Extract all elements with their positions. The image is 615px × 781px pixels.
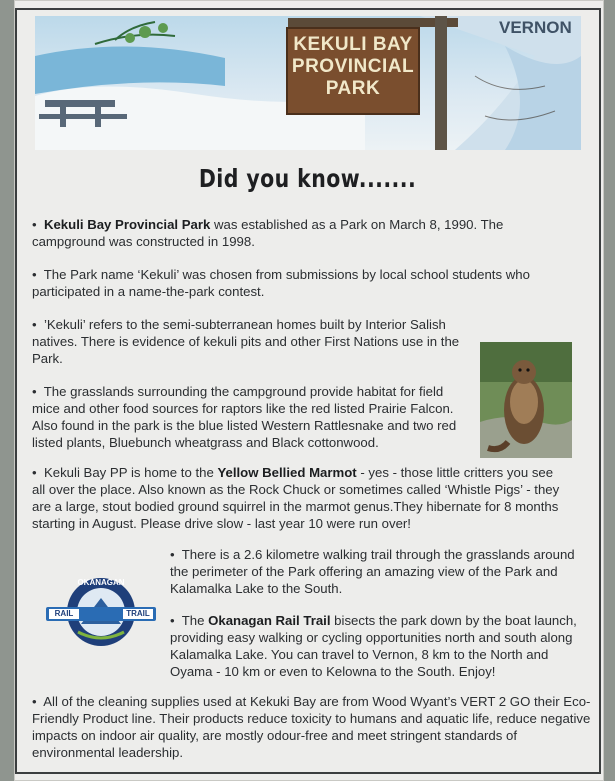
paragraph-lead: Kekuli Bay PP is home to the xyxy=(43,465,218,480)
bullet: • xyxy=(170,613,175,628)
logo-trail-label: TRAIL xyxy=(126,609,150,618)
marmot-image xyxy=(480,342,572,458)
sign-line-2: PROVINCIAL xyxy=(291,56,415,77)
fact-paragraph-2 xyxy=(32,266,562,300)
bullet: • xyxy=(32,267,37,282)
bullet: • xyxy=(170,547,175,562)
bullet: • xyxy=(32,317,37,332)
paragraph-text: bisects the park down by the boat launch, providing easy walking or cycling opportunities north and south along Kalamalka Lake. You can travel to Vernon, 8 km to the North and Oyama - 10 km or even to Kelowna to the South. Enjoy! xyxy=(170,613,577,679)
logo-rail-label: RAIL xyxy=(54,609,74,618)
fact-paragraph-8 xyxy=(32,693,592,761)
sign-line-1: KEKULI BAY xyxy=(293,34,413,55)
okanagan-rail-trail-logo xyxy=(46,572,156,652)
paragraph-text: The grasslands surrounding the campground provide habitat for field mice and other food sources for raptors like the red listed Prairie Falcon. Also found in the park is the blue listed Western Rattlesnake and two red listed plants, Bluebunch wheatgrass and Black cottonwood. xyxy=(32,384,457,450)
bold-term: Yellow Bellied Marmot xyxy=(217,465,357,480)
page-title: Did you know....... xyxy=(198,164,417,193)
fact-paragraph-5 xyxy=(32,464,564,532)
bullet: • xyxy=(32,465,37,480)
fact-paragraph-7 xyxy=(170,612,590,680)
fact-paragraph-1 xyxy=(32,216,562,250)
fact-paragraph-6 xyxy=(170,546,590,597)
fact-paragraph-3 xyxy=(32,316,472,367)
header-banner xyxy=(35,16,581,150)
bullet: • xyxy=(32,384,37,399)
marmot-photo xyxy=(480,342,572,458)
paragraph-lead: The xyxy=(181,613,209,628)
map-label-vernon: VERNON xyxy=(499,18,572,37)
park-sign xyxy=(287,34,419,100)
logo-arc-text: OKANAGAN xyxy=(77,578,125,587)
paragraph-text: The Park name ‘Kekuli’ was chosen from submissions by local school students who participated in a name-the-park contest. xyxy=(32,267,530,299)
bullet: • xyxy=(32,694,37,709)
paragraph-text: - yes - those little critters you see all over the place. Also known as the Rock Chuck or sometimes called ‘Whistle Pigs’ - they are a large, stout bodied ground squirrel in the marmot genus.They hibernate for 8 months starting in August. Please drive slow - last year 10 were run over! xyxy=(32,465,560,531)
bold-term: Kekuli Bay Provincial Park xyxy=(43,217,211,232)
bullet: • xyxy=(32,217,37,232)
bold-term: Okanagan Rail Trail xyxy=(208,613,331,628)
paragraph-text: was established as a Park on March 8, 1990. The campground was constructed in 1998. xyxy=(32,217,504,249)
sign-line-3: PARK xyxy=(325,78,381,99)
paragraph-text: There is a 2.6 kilometre walking trail through the grasslands around the perimeter of the Park offering an amazing view of the Park and Kalamalka Lake to the South. xyxy=(170,547,575,596)
fact-paragraph-4 xyxy=(32,383,472,451)
paragraph-text: All of the cleaning supplies used at Kekuki Bay are from Wood Wyant’s VERT 2 GO their Eco-Friendly Product line. Their products reduce toxicity to humans and aquatic life, reduce negative impacts on indoor air quality, are mostly odour-free and meet stringent standards of environmental leadership. xyxy=(32,694,591,760)
paragraph-text: ’Kekuli’ refers to the semi-subterranean homes built by Interior Salish natives. There is evidence of kekuli pits and other First Nations use in the Park. xyxy=(32,317,460,366)
